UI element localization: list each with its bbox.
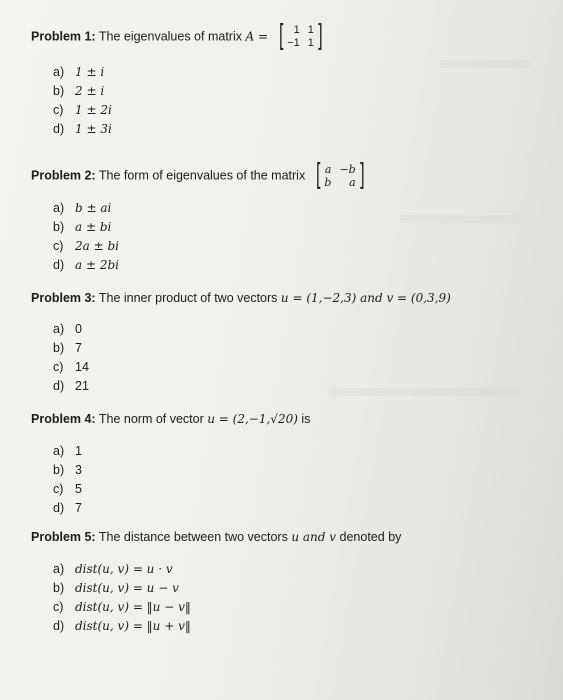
option-c: c) 1 ± 2i — [53, 103, 112, 117]
option-c: c) 14 — [53, 360, 89, 374]
matrix-cell: b — [324, 176, 332, 189]
option-b: b) dist(u, v) = u − v — [53, 581, 179, 595]
problem-5 — [31, 527, 402, 633]
options-list — [53, 560, 191, 636]
matrix-entries — [287, 24, 314, 50]
matrix-cell: −1 — [287, 37, 300, 49]
bleed-through-mark — [400, 215, 520, 223]
option-d: d) 1 ± 3i — [53, 122, 112, 136]
option-a: a) dist(u, v) = u · v — [53, 562, 173, 576]
problem-label: Problem 5: — [31, 530, 96, 544]
bleed-through-mark — [440, 60, 530, 68]
problem-math: u = (2,−1,√20) — [207, 412, 298, 426]
option-b: b) 3 — [53, 463, 82, 477]
problem-3 — [31, 288, 451, 393]
problem-text: The distance between two vectors — [98, 530, 288, 544]
matrix-cell: a — [349, 176, 356, 189]
problem-5-stem — [31, 527, 401, 547]
problem-math: u and v — [291, 530, 337, 544]
matrix — [313, 158, 368, 193]
problem-2 — [31, 158, 367, 272]
right-bracket: ] — [316, 19, 323, 54]
option-a: a) b ± ai — [53, 201, 112, 215]
option-a: a) 1 ± i — [53, 65, 105, 79]
options-list — [53, 199, 119, 275]
options-list — [53, 442, 82, 518]
option-b: b) 7 — [53, 341, 82, 355]
problem-math: u = (1,−2,3) and v = (0,3,9) — [280, 291, 451, 305]
option-d: d) 7 — [53, 501, 82, 515]
problem-label: Problem 3: — [31, 291, 96, 305]
problem-text: The norm of vector — [98, 412, 204, 426]
right-bracket: ] — [358, 158, 365, 193]
matrix-cell: a — [324, 163, 332, 176]
bleed-through-mark — [330, 388, 520, 396]
matrix-cell: −b — [339, 163, 356, 176]
left-bracket: [ — [315, 158, 322, 193]
problem-text-after: denoted by — [339, 530, 402, 544]
problem-text: The eigenvalues of matrix — [98, 29, 242, 44]
left-bracket: [ — [278, 19, 285, 54]
option-b: b) 2 ± i — [53, 84, 105, 98]
problem-label: Problem 1: — [31, 29, 96, 44]
matrix-entries — [324, 163, 355, 189]
option-c: c) dist(u, v) = ‖u − v‖ — [53, 600, 191, 614]
matrix — [276, 19, 326, 54]
problem-text: The inner product of two vectors — [98, 291, 278, 305]
problem-1 — [31, 19, 326, 136]
option-d: d) 21 — [53, 379, 89, 393]
option-d: d) dist(u, v) = ‖u + v‖ — [53, 619, 191, 633]
matrix-cell: 1 — [293, 24, 300, 36]
problem-3-stem — [31, 288, 451, 308]
problem-2-stem — [31, 158, 367, 193]
option-a: a) 0 — [53, 322, 82, 336]
options-list — [53, 320, 89, 396]
matrix-prefix: A = — [245, 29, 269, 44]
matrix-cell: 1 — [307, 24, 314, 36]
problem-text-after: is — [301, 412, 311, 426]
option-c: c) 5 — [53, 482, 82, 496]
option-b: b) a ± bi — [53, 220, 112, 234]
matrix-cell: 1 — [307, 37, 314, 49]
problem-4 — [31, 409, 311, 515]
problem-text: The form of eigenvalues of the matrix — [98, 168, 306, 183]
problem-4-stem — [31, 409, 310, 429]
problem-1-stem — [31, 19, 326, 54]
options-list — [53, 63, 112, 139]
problem-label: Problem 2: — [31, 168, 96, 183]
option-c: c) 2a ± bi — [53, 239, 119, 253]
option-a: a) 1 — [53, 444, 82, 458]
problem-label: Problem 4: — [31, 412, 96, 426]
option-d: d) a ± 2bi — [53, 258, 119, 272]
